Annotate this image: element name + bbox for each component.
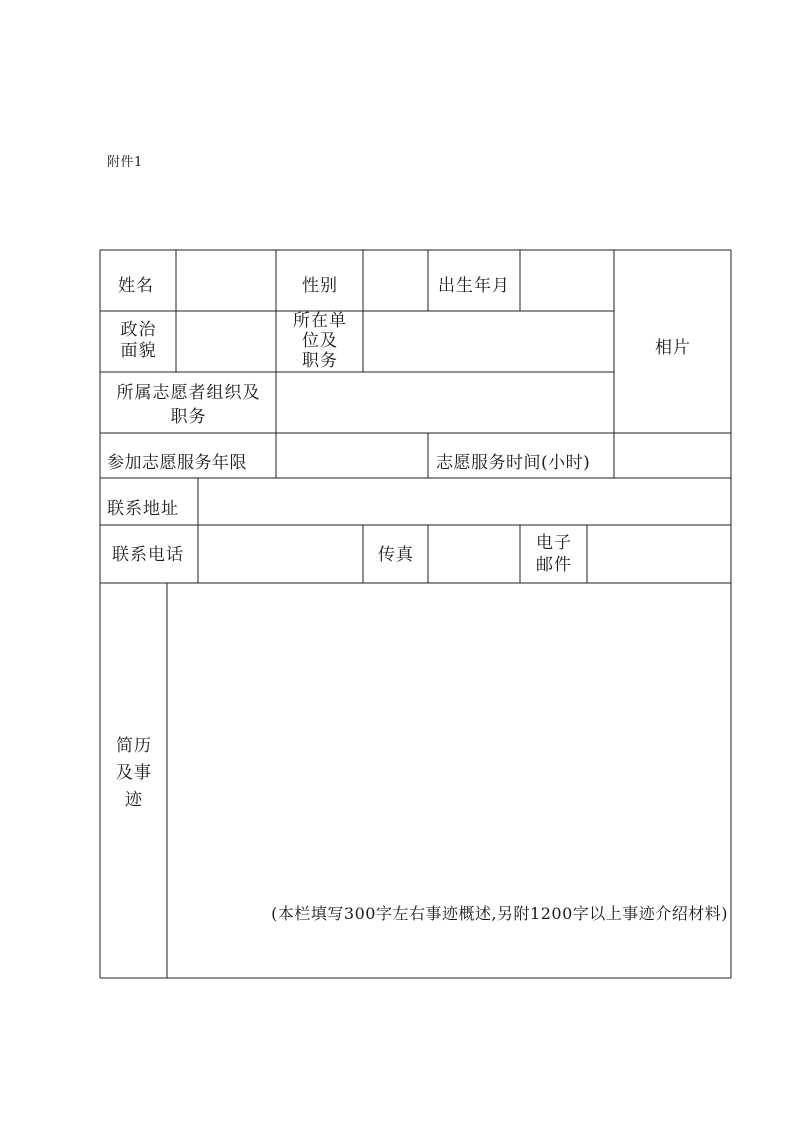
- volunteer-org-label: 所属志愿者组织及 职务: [116, 383, 261, 427]
- political-status-field[interactable]: [177, 312, 275, 371]
- volunteer-org-field[interactable]: [277, 373, 613, 432]
- gender-field[interactable]: [364, 251, 427, 310]
- service-years-label: 参加志愿服务年限: [107, 453, 247, 473]
- email-label: 电子 邮件: [536, 533, 572, 575]
- workplace-position-label: 所在单 位及 职务: [293, 311, 347, 371]
- gender-label: 性别: [302, 276, 338, 296]
- birth-date-field[interactable]: [521, 251, 613, 310]
- attachment-label: 附件1: [107, 155, 143, 170]
- service-hours-field[interactable]: [615, 434, 730, 477]
- service-years-field[interactable]: [277, 434, 427, 477]
- service-hours-label: 志愿服务时间(小时): [436, 453, 591, 473]
- workplace-position-field[interactable]: [364, 312, 613, 371]
- phone-label: 联系电话: [112, 545, 184, 565]
- fax-label: 传真: [378, 545, 414, 565]
- photo-label: 相片: [655, 338, 691, 358]
- political-status-label: 政治 面貌: [120, 320, 157, 361]
- fax-field[interactable]: [429, 526, 519, 582]
- photo-box[interactable]: [615, 251, 730, 432]
- name-label: 姓名: [118, 276, 154, 296]
- address-field[interactable]: [199, 479, 730, 524]
- address-label: 联系地址: [107, 499, 179, 519]
- name-field[interactable]: [177, 251, 275, 310]
- resume-label: 简历 及事 迹: [116, 736, 152, 810]
- birth-date-label: 出生年月: [438, 276, 510, 296]
- email-field[interactable]: [588, 526, 730, 582]
- phone-field[interactable]: [199, 526, 362, 582]
- resume-note: (本栏填写300字左右事迹概述,另附1200字以上事迹介绍材料): [271, 904, 728, 923]
